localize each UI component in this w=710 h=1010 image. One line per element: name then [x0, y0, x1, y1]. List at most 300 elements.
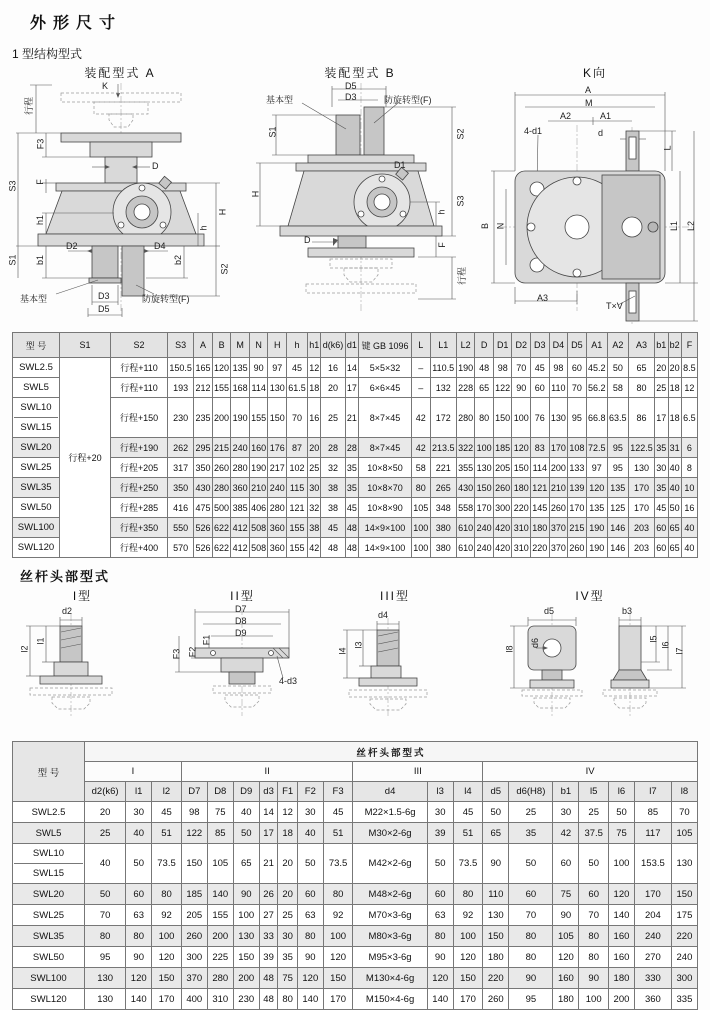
cell: 120	[126, 968, 152, 989]
cell: 420	[493, 538, 512, 558]
cell: 100	[323, 926, 353, 947]
s2-cell: 行程+350	[111, 518, 168, 538]
table1-body	[13, 358, 698, 558]
cell: 5×5×32	[359, 358, 412, 378]
cell: 260	[181, 926, 207, 947]
cell: 100	[579, 989, 609, 1010]
s2-cell: 行程+285	[111, 498, 168, 518]
dim-label: F3	[171, 648, 182, 660]
dim-label: S2	[219, 263, 230, 275]
cell: M80×3-6g	[353, 926, 427, 947]
cell: 105	[671, 823, 697, 844]
cell: 73.5	[323, 844, 353, 884]
column-header: A	[194, 333, 213, 358]
cell: 60	[531, 378, 550, 398]
cell: 31	[668, 438, 681, 458]
section1-title: 1 型结构型式	[12, 47, 83, 61]
cell: 170	[323, 989, 353, 1010]
cell: 185	[181, 884, 207, 905]
cell: 180	[553, 989, 579, 1010]
cell: 200	[233, 968, 259, 989]
cell: 21	[345, 398, 358, 438]
cell: 25	[85, 823, 126, 844]
model-label: SWL10	[14, 844, 83, 864]
cell: 50	[427, 844, 453, 884]
cell: 165	[194, 358, 213, 378]
s2-cell: 行程+205	[111, 458, 168, 478]
cell: 16	[321, 358, 345, 378]
dim-label: H	[250, 190, 261, 198]
column-header: F2	[297, 782, 323, 802]
cell: 150	[671, 884, 697, 905]
cell: M70×3-6g	[353, 905, 427, 926]
cell: 40	[126, 823, 152, 844]
group-header-row	[13, 762, 698, 782]
cell: 558	[456, 498, 475, 518]
cell: 40	[681, 518, 697, 538]
cell: 240	[231, 438, 250, 458]
cell: 87	[286, 438, 307, 458]
drawing-b-title: 装配型式 B	[324, 66, 396, 80]
cell: 50	[126, 844, 152, 884]
s2-cell: 行程+190	[111, 438, 168, 458]
dim-label: 防旋转型(F)	[384, 95, 432, 105]
cell: 63	[126, 905, 152, 926]
cell: 280	[207, 968, 233, 989]
table-row	[13, 438, 698, 458]
cell: 508	[249, 518, 268, 538]
cell: 260	[212, 458, 231, 478]
cell: 6.5	[681, 398, 697, 438]
cell: 45	[453, 802, 483, 823]
cell: 133	[568, 458, 587, 478]
cell: 17	[655, 398, 668, 438]
dim-label: T×V	[606, 301, 623, 311]
model-cell: SWL25	[13, 458, 60, 478]
assembly-drawings	[0, 64, 710, 326]
model-cell: SWL2.5	[13, 802, 85, 823]
cell: 30	[553, 802, 579, 823]
drawing-assembly-a	[0, 64, 240, 326]
cell: 310	[512, 518, 531, 538]
column-header: h	[286, 333, 307, 358]
cell: 295	[194, 438, 213, 458]
cell: 140	[207, 884, 233, 905]
dim-label: l5	[648, 635, 659, 643]
cell: 205	[493, 458, 512, 478]
cell: 25	[321, 398, 345, 438]
header-row	[13, 742, 698, 762]
model-header: 型 号	[13, 742, 85, 802]
cell: 50	[609, 802, 635, 823]
cell: 215	[212, 438, 231, 458]
table-row	[13, 802, 698, 823]
group-header: IV	[483, 762, 698, 782]
cell: 412	[231, 538, 250, 558]
cell: 150.5	[168, 358, 194, 378]
cell: 85	[634, 802, 671, 823]
cell: 235	[194, 398, 213, 438]
dim-label: S1	[7, 254, 18, 266]
cell: 160	[249, 438, 268, 458]
cell: 60	[126, 884, 152, 905]
cell: 130	[671, 844, 697, 884]
cell: 203	[628, 518, 654, 538]
cell: 406	[249, 498, 268, 518]
model-cell: SWL25	[13, 905, 85, 926]
cell: 95	[607, 458, 628, 478]
cell: 90	[427, 947, 453, 968]
cell: 90	[553, 905, 579, 926]
dim-label: b2	[173, 254, 184, 266]
cell: 20	[308, 438, 321, 458]
dim-label: l4	[337, 647, 348, 655]
dim-label: 行程	[457, 266, 468, 286]
cell: 120	[297, 968, 323, 989]
cell: 130	[475, 458, 494, 478]
cell: 12	[681, 378, 697, 398]
cell: 95	[568, 398, 587, 438]
cell: 280	[212, 478, 231, 498]
column-header: b1	[655, 333, 668, 358]
cell: 18	[308, 378, 321, 398]
dim-label: 行程	[24, 96, 35, 116]
table-row	[13, 478, 698, 498]
cell: 114	[249, 378, 268, 398]
dim-label: F	[34, 179, 45, 185]
dim-label: D5	[98, 304, 110, 314]
cell: 16	[308, 398, 321, 438]
s1-merged-cell: 行程+20	[60, 358, 111, 558]
cell: 610	[456, 518, 475, 538]
cell: 80	[628, 378, 654, 398]
cell: 105	[412, 498, 431, 518]
dim-label: d5	[544, 606, 555, 616]
cell: 385	[231, 498, 250, 518]
dim-label: D2	[66, 241, 78, 251]
cell: 262	[168, 438, 194, 458]
cell: 228	[456, 378, 475, 398]
cell: 33	[259, 926, 278, 947]
cell: 105	[553, 926, 579, 947]
dim-label: A1	[600, 111, 612, 121]
cell: 6	[681, 438, 697, 458]
cell: 35	[655, 478, 668, 498]
cell: 73.5	[152, 844, 182, 884]
table-row	[13, 518, 698, 538]
cell: 80	[412, 478, 431, 498]
cell: M22×1.5-6g	[353, 802, 427, 823]
table2-body	[13, 802, 698, 1010]
screw-head-table	[12, 741, 698, 1010]
cell: 100	[512, 398, 531, 438]
cell: 51	[323, 823, 353, 844]
cell: 58	[607, 378, 628, 398]
model-cell	[13, 398, 60, 438]
cell: 160	[609, 926, 635, 947]
dim-label: A	[585, 85, 592, 95]
cell: 355	[456, 458, 475, 478]
cell: 210	[549, 478, 568, 498]
cell: 190	[231, 398, 250, 438]
cell: 35	[345, 478, 358, 498]
cell: 30	[126, 802, 152, 823]
cell: 125	[607, 498, 628, 518]
column-header: l6	[609, 782, 635, 802]
column-header: d(k6)	[321, 333, 345, 358]
dim-label: D9	[235, 628, 247, 638]
table-row	[13, 884, 698, 905]
cell: 200	[212, 398, 231, 438]
cell: 120	[212, 358, 231, 378]
cell: 220	[483, 968, 509, 989]
column-header: h1	[308, 333, 321, 358]
dimensions-table-head	[13, 333, 698, 358]
cell: 80	[297, 926, 323, 947]
cell: 170	[549, 438, 568, 458]
cell: 260	[493, 478, 512, 498]
cell: 130	[85, 989, 126, 1010]
cell: 140	[609, 905, 635, 926]
cell: 42	[412, 398, 431, 438]
dim-label: A3	[537, 293, 549, 303]
cell: 370	[549, 538, 568, 558]
cell: 65	[475, 378, 494, 398]
group-header: I	[85, 762, 182, 782]
head-type4-figure	[470, 604, 710, 722]
drawing-k-title: K向	[582, 66, 607, 80]
cell: 220	[671, 926, 697, 947]
dim-label: b3	[622, 606, 633, 616]
dim-label: D7	[235, 604, 247, 614]
dim-label: d2	[62, 606, 73, 616]
dim-label: D8	[235, 616, 247, 626]
cell: 50	[509, 844, 553, 884]
dim-label: D	[152, 161, 159, 171]
cell: 95	[607, 438, 628, 458]
cell: 175	[671, 905, 697, 926]
cell: 350	[194, 458, 213, 478]
table-row	[13, 844, 698, 884]
cell: M150×4-6g	[353, 989, 427, 1010]
cell: 360	[268, 518, 287, 538]
s2-cell: 行程+110	[111, 358, 168, 378]
cell: 150	[152, 968, 182, 989]
s2-cell: 行程+400	[111, 538, 168, 558]
cell: 360	[634, 989, 671, 1010]
group-header: III	[353, 762, 483, 782]
cell: 100	[412, 518, 431, 538]
cell: 180	[512, 478, 531, 498]
cell: 230	[168, 398, 194, 438]
screw-head-drawings	[0, 587, 710, 737]
cell: 38	[321, 498, 345, 518]
cell: 168	[231, 378, 250, 398]
cell: 92	[152, 905, 182, 926]
cell: 150	[233, 947, 259, 968]
cell: 14	[259, 802, 278, 823]
cell: 63.5	[607, 398, 628, 438]
cell: 25	[579, 802, 609, 823]
cell: 430	[456, 478, 475, 498]
cell: 115	[286, 478, 307, 498]
cell: 100	[475, 438, 494, 458]
cell: 150	[512, 458, 531, 478]
cell: 90	[509, 968, 553, 989]
model-cell: SWL100	[13, 518, 60, 538]
drawing-a-title: 装配型式 A	[84, 66, 156, 80]
cell: 60	[655, 538, 668, 558]
cell: 225	[207, 947, 233, 968]
model-cell: SWL50	[13, 947, 85, 968]
column-header: d3	[259, 782, 278, 802]
cell: 60	[297, 884, 323, 905]
cell: 240	[634, 926, 671, 947]
cell: 146	[607, 538, 628, 558]
cell: 85	[207, 823, 233, 844]
cell: 48	[259, 968, 278, 989]
cell: 42	[412, 438, 431, 458]
cell: 80	[579, 947, 609, 968]
cell: 130	[483, 905, 509, 926]
cell: 475	[194, 498, 213, 518]
cell: 65	[628, 358, 654, 378]
cell: 120	[512, 438, 531, 458]
cell: 240	[475, 518, 494, 538]
cell: 150	[181, 844, 207, 884]
cell: 170	[628, 498, 654, 518]
dim-label: D1	[394, 160, 406, 170]
cell: 622	[212, 538, 231, 558]
cell: 240	[475, 538, 494, 558]
cell: 220	[531, 538, 550, 558]
cell: 150	[483, 926, 509, 947]
cell: 117	[634, 823, 671, 844]
cell: 48	[475, 358, 494, 378]
cell: 63	[427, 905, 453, 926]
column-header: S2	[111, 333, 168, 358]
cell: 90	[512, 378, 531, 398]
drawing-head-type4	[470, 587, 710, 737]
cell: 10×8×70	[359, 478, 412, 498]
table-row	[13, 398, 698, 438]
cell: 12	[308, 358, 321, 378]
cell: 210	[249, 478, 268, 498]
cell: 380	[430, 538, 456, 558]
cell: 120	[609, 884, 635, 905]
dim-label: l8	[504, 645, 515, 653]
cell: 310	[207, 989, 233, 1010]
table-row	[13, 458, 698, 478]
cell: 155	[207, 905, 233, 926]
table-row	[13, 926, 698, 947]
model-cell: SWL20	[13, 438, 60, 458]
dim-label: l7	[674, 647, 685, 655]
model-label: SWL15	[32, 868, 65, 879]
cell: 260	[549, 498, 568, 518]
cell: 135	[231, 358, 250, 378]
drawing-head-type1	[0, 587, 165, 737]
dim-label: 4-d1	[524, 126, 543, 136]
cell: 120	[152, 947, 182, 968]
head-type4-title: IV型	[575, 589, 605, 603]
cell: 122	[493, 378, 512, 398]
dim-label: L	[662, 145, 673, 151]
table-row	[13, 538, 698, 558]
dim-label: D4	[154, 241, 166, 251]
cell: 20	[278, 884, 297, 905]
cell: 416	[168, 498, 194, 518]
table-row	[13, 905, 698, 926]
column-header: l3	[427, 782, 453, 802]
cell: 95	[85, 947, 126, 968]
cell: 105	[207, 844, 233, 884]
cell: 92	[323, 905, 353, 926]
cell: 221	[430, 458, 456, 478]
model-cell: SWL120	[13, 989, 85, 1010]
dim-label: L1	[669, 220, 680, 232]
dim-label: h1	[35, 214, 46, 226]
cell: 45	[531, 358, 550, 378]
cell: 100	[609, 844, 635, 884]
cell: 70	[671, 802, 697, 823]
cell: 48	[345, 518, 358, 538]
dim-label: F1	[201, 634, 212, 646]
cell: 6×6×45	[359, 378, 412, 398]
cell: 176	[268, 438, 287, 458]
cell: 65	[233, 844, 259, 884]
head-type3-title: III型	[379, 589, 410, 603]
cell: 70	[509, 905, 553, 926]
dim-label: 防旋转型(F)	[142, 294, 190, 304]
cell: 140	[126, 989, 152, 1010]
cell: 203	[628, 538, 654, 558]
cell: 300	[493, 498, 512, 518]
cell: 80	[85, 926, 126, 947]
cell: 130	[85, 968, 126, 989]
cell: 80	[509, 926, 553, 947]
dim-label: H	[217, 208, 228, 216]
cell: 70	[286, 398, 307, 438]
band-header: 丝杆头部型式	[85, 742, 698, 762]
cell: 150	[453, 968, 483, 989]
cell: 38	[308, 518, 321, 538]
column-header: D7	[181, 782, 207, 802]
cell: 170	[475, 498, 494, 518]
dim-label: 基本型	[266, 95, 294, 105]
column-header: D1	[493, 333, 512, 358]
cell: 92	[453, 905, 483, 926]
column-header: l8	[671, 782, 697, 802]
cell: 50	[668, 498, 681, 518]
cell: 98	[493, 358, 512, 378]
cell: 360	[231, 478, 250, 498]
column-header: B	[212, 333, 231, 358]
assembly-b-figure	[246, 81, 476, 321]
dim-label: F	[436, 242, 447, 248]
cell: 50	[233, 823, 259, 844]
column-header: d5	[483, 782, 509, 802]
cell: 60	[553, 844, 579, 884]
cell: 28	[321, 438, 345, 458]
head-type3-figure	[320, 604, 470, 722]
head-type1-title: I型	[72, 589, 93, 603]
cell: 25	[278, 905, 297, 926]
cell: 190	[586, 518, 607, 538]
cell: M48×2-6g	[353, 884, 427, 905]
cell: 76	[531, 398, 550, 438]
cell: 17	[259, 823, 278, 844]
